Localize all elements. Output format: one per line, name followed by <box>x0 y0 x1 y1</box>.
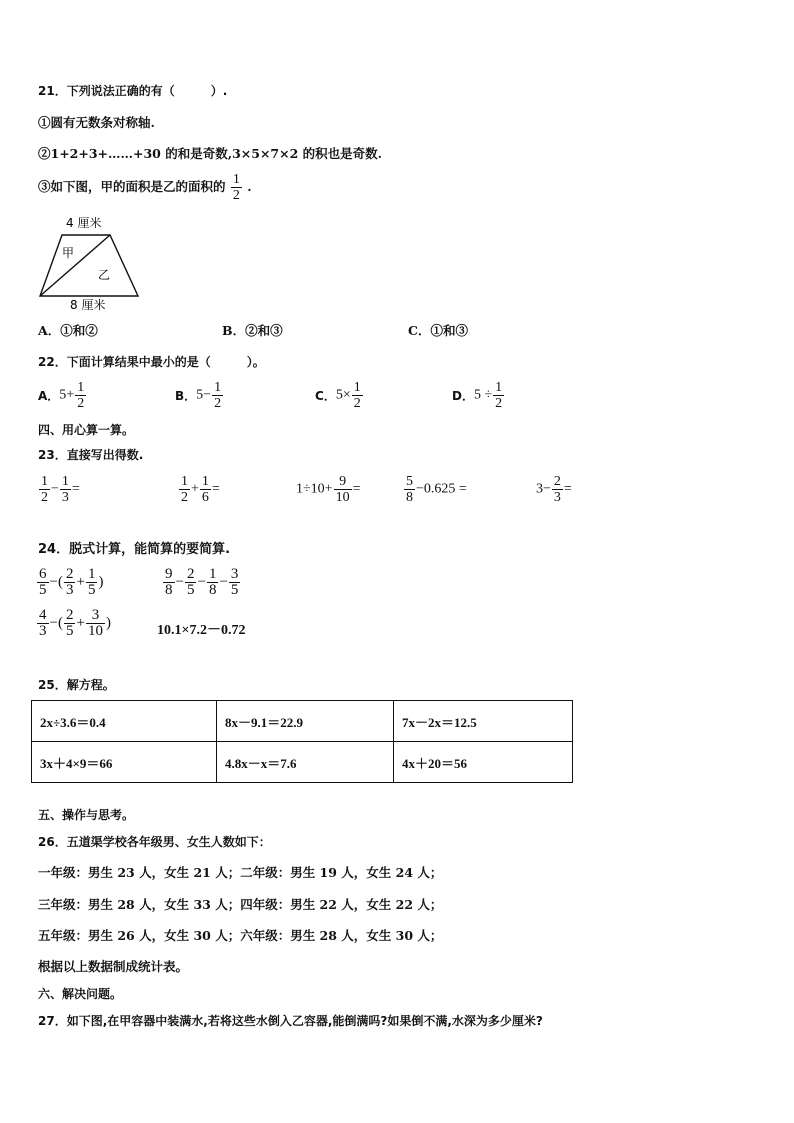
fraction-numerator: 5 <box>406 474 413 489</box>
expr-prefix: 3− <box>536 481 551 497</box>
fraction-numerator: 3 <box>230 566 239 582</box>
fraction <box>185 567 197 598</box>
fraction <box>37 567 49 598</box>
fraction-numerator: 4 <box>39 607 47 623</box>
q21-s3-text: ③如下图，甲的面积是乙的面积的 <box>38 179 226 194</box>
region-yi-label: 乙 <box>98 268 111 282</box>
fraction-numerator: 1 <box>61 474 69 489</box>
fraction-numerator: 3 <box>91 607 100 623</box>
operator: − <box>197 574 206 590</box>
option-fraction <box>352 380 363 411</box>
option-fraction <box>212 380 223 411</box>
q21-option-b: B．②和③ <box>222 323 283 338</box>
fraction-numerator: 2 <box>65 607 74 623</box>
option-fraction <box>493 380 504 411</box>
option-label: B． <box>175 389 197 403</box>
fraction-denominator: 2 <box>214 396 222 411</box>
equals: = <box>563 481 572 497</box>
fraction <box>229 567 241 598</box>
q26-footer: 根据以上数据制成统计表。 <box>38 959 189 974</box>
q21-statement-1: ①圆有无数条对称轴. <box>38 115 155 130</box>
fraction-denominator: 3 <box>61 490 69 505</box>
fraction-denominator: 8 <box>208 582 217 598</box>
operator: + <box>191 481 199 497</box>
fraction <box>207 567 219 598</box>
equals: = <box>352 481 361 497</box>
q23-expr-2 <box>178 474 220 505</box>
q23-expr-4 <box>403 474 467 505</box>
expr-suffix: −0.625 = <box>416 481 467 497</box>
option-label: A． <box>38 389 60 403</box>
fraction-denominator: 2 <box>41 490 48 505</box>
fraction-denominator: 2 <box>181 490 188 505</box>
fraction-numerator: 1 <box>353 380 361 395</box>
trapezoid-bottom-label: 8 厘米 <box>70 298 106 312</box>
option-expr: 5 ÷ <box>473 387 493 403</box>
expr-mid: −( <box>49 615 63 631</box>
fraction-denominator: 3 <box>39 623 47 639</box>
fraction <box>552 474 563 505</box>
option-fraction <box>75 380 86 411</box>
fraction <box>200 474 211 505</box>
q21-s3-fraction <box>231 172 242 203</box>
fraction-denominator: 5 <box>87 582 96 598</box>
fraction-numerator: 2 <box>186 566 195 582</box>
option-expr: 5− <box>196 387 212 403</box>
fraction-denominator: 8 <box>406 490 413 505</box>
q27-title: 27．如下图,在甲容器中装满水,若将这些水倒入乙容器,能倒满吗?如果倒不满,水深为多少厘米? <box>38 1014 543 1028</box>
fraction <box>64 567 76 598</box>
fraction-numerator: 1 <box>77 380 85 395</box>
operator: − <box>219 574 228 590</box>
q23-expr-1 <box>38 474 80 505</box>
fraction-denominator: 2 <box>232 188 240 203</box>
q23-expr-3 <box>296 474 361 505</box>
fraction-numerator: 9 <box>339 474 347 489</box>
q22-title: 22．下面计算结果中最小的是（ ）。 <box>38 355 265 369</box>
fraction <box>163 567 175 598</box>
fraction-numerator: 1 <box>41 474 48 489</box>
fraction-denominator: 5 <box>230 582 239 598</box>
fraction-denominator: 5 <box>65 623 74 639</box>
fraction-numerator: 1 <box>232 172 240 187</box>
option-expr: 5+ <box>59 387 75 403</box>
fraction-numerator: 1 <box>495 380 503 395</box>
fraction-denominator: 5 <box>39 582 47 598</box>
q22-option-c <box>315 380 364 411</box>
fraction <box>334 474 352 505</box>
fraction-denominator: 2 <box>77 396 85 411</box>
q23-title: 23．直接写出得数. <box>38 448 144 462</box>
section-4-heading: 四、用心算一算。 <box>38 423 135 437</box>
fraction-numerator: 2 <box>553 474 561 489</box>
q25-title: 25．解方程。 <box>38 678 115 692</box>
q21-statement-2: ②1+2+3+……+30 的和是奇数,3×5×7×2 的积也是奇数. <box>38 146 383 161</box>
expr-close: ) <box>98 574 104 590</box>
fraction-numerator: 1 <box>208 566 217 582</box>
fraction <box>86 567 98 598</box>
q22-option-a <box>38 380 87 411</box>
q22-option-d <box>452 380 505 411</box>
equation-table <box>31 700 573 783</box>
fraction-numerator: 1 <box>214 380 222 395</box>
q22-option-b <box>175 380 224 411</box>
trapezoid-figure <box>36 213 146 313</box>
fraction-denominator: 2 <box>353 396 361 411</box>
fraction <box>64 608 76 639</box>
q26-line-1: 一年级：男生 23 人，女生 21 人；二年级：男生 19 人，女生 24 人； <box>38 865 443 880</box>
fraction-numerator: 1 <box>201 474 209 489</box>
q26-title: 26．五道渠学校各年级男、女生人数如下： <box>38 835 271 849</box>
fraction-denominator: 10 <box>87 623 103 639</box>
fraction-numerator: 6 <box>39 566 47 582</box>
fraction <box>404 474 415 505</box>
table-row <box>32 701 573 742</box>
equals: = <box>71 481 80 497</box>
fraction-denominator: 2 <box>495 396 503 411</box>
fraction <box>60 474 71 505</box>
fraction-denominator: 3 <box>65 582 74 598</box>
trapezoid-top-label: 4 厘米 <box>66 216 102 230</box>
fraction-denominator: 10 <box>335 490 350 505</box>
operator: − <box>175 574 184 590</box>
q26-line-2: 三年级：男生 28 人，女生 33 人；四年级：男生 22 人，女生 22 人； <box>38 897 443 912</box>
q24-expr-1 <box>36 567 103 598</box>
section-5-heading: 五、操作与思考。 <box>38 808 135 822</box>
fraction <box>179 474 190 505</box>
section-6-heading: 六、解决问题。 <box>38 987 123 1001</box>
fraction-denominator: 5 <box>186 582 195 598</box>
fraction <box>37 608 49 639</box>
table-row <box>32 742 573 783</box>
fraction <box>39 474 50 505</box>
fraction-denominator: 6 <box>201 490 209 505</box>
q24-expr-4: 10.1×7.2－0.72 <box>157 623 246 638</box>
equation-cell: 4x＋20＝56 <box>394 742 573 783</box>
q26-line-3: 五年级：男生 26 人，女生 30 人；六年级：男生 28 人，女生 30 人； <box>38 928 443 943</box>
q21-statement-3 <box>38 172 252 203</box>
equation-cell: 4.8x－x＝7.6 <box>217 742 394 783</box>
fraction-numerator: 2 <box>65 566 74 582</box>
option-label: C． <box>315 389 336 403</box>
option-label: D． <box>452 389 474 403</box>
equation-cell: 3x＋4×9＝66 <box>32 742 217 783</box>
fraction-numerator: 9 <box>165 566 173 582</box>
equals: = <box>211 481 220 497</box>
region-jia-label: 甲 <box>62 246 75 260</box>
q21-title: 21．下列说法正确的有（ ）. <box>38 84 228 98</box>
fraction-denominator: 8 <box>165 582 173 598</box>
q24-title: 24．脱式计算，能简算的要简算. <box>38 542 231 557</box>
q24-expr-2 <box>162 567 241 598</box>
fraction-denominator: 3 <box>553 490 561 505</box>
q21-option-c: C．①和③ <box>408 323 468 338</box>
fraction-numerator: 1 <box>181 474 188 489</box>
expr-mid: −( <box>49 574 63 590</box>
option-expr: 5× <box>335 387 351 403</box>
operator: − <box>51 481 59 497</box>
trapezoid-shape <box>40 235 138 296</box>
q21-option-a: A．①和② <box>38 323 98 338</box>
fraction <box>86 608 105 639</box>
equation-cell: 8x－9.1＝22.9 <box>217 701 394 742</box>
operator: + <box>76 574 85 590</box>
fraction-numerator: 1 <box>87 566 96 582</box>
q23-expr-5 <box>536 474 572 505</box>
q24-expr-3 <box>36 608 111 639</box>
equation-cell: 2x÷3.6＝0.4 <box>32 701 217 742</box>
q21-s3-suffix: . <box>247 179 252 194</box>
expr-close: ) <box>105 615 111 631</box>
operator: + <box>76 615 85 631</box>
equation-cell: 7x－2x＝12.5 <box>394 701 573 742</box>
expr-prefix: 1÷10+ <box>296 481 333 497</box>
